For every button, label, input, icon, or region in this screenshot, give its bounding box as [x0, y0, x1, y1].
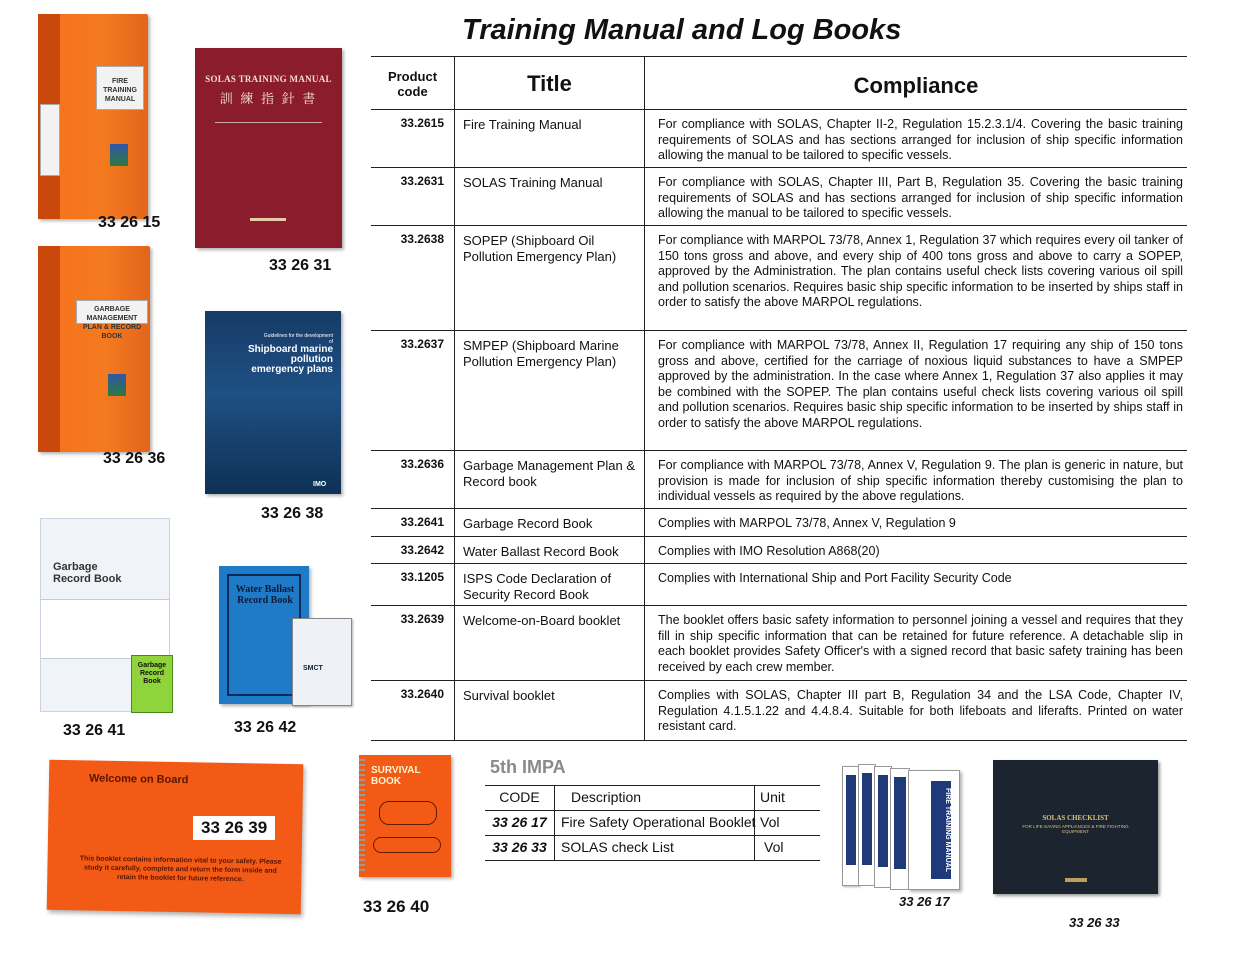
product-code: 33.2641 — [371, 509, 455, 536]
impa-header-description: Description — [555, 786, 755, 810]
compliance-text: For compliance with MARPOL 73/78, Annex 1, Regulation 37 which requires every oil tanker of 150 tons gross and above, and every ship of 400 tons gross and above to carry a SOPEP, approved by the Administration. The plan contains useful check lists covering various oil spill and pollution scenarios. Requires basic ship specific information to be inserted by ships staff in order to satisfy the above MARPOL regulations. — [658, 233, 1183, 309]
table-header — [371, 56, 1187, 110]
impa-heading: 5th IMPA — [490, 757, 566, 777]
product-label: 33 26 38 — [261, 505, 324, 522]
impa-code: 33 26 17 — [485, 811, 555, 835]
product-title: Welcome-on-Board booklet — [455, 606, 645, 680]
product-code: 33.1205 — [371, 564, 455, 605]
product-title: Survival booklet — [455, 681, 645, 740]
product-title: SOLAS Training Manual — [455, 168, 645, 225]
header-compliance: Compliance — [853, 73, 979, 98]
logo-icon — [110, 144, 128, 166]
product-title: ISPS Code Declaration of Security Record Book — [455, 564, 645, 605]
cover-title: FIRE TRAINING MANUAL — [944, 788, 951, 872]
product-label: 33 26 15 — [98, 214, 161, 231]
publisher-logo: IMO — [313, 481, 327, 488]
cover-small-text: Guidelines for the development of — [263, 333, 333, 345]
product-code: 33.2631 — [371, 168, 455, 225]
product-label: 33 26 36 — [103, 450, 166, 467]
impa-table — [485, 785, 820, 861]
compliance-text: Complies with IMO Resolution A868(20) — [658, 544, 880, 558]
garbage-record-book-image — [40, 518, 170, 712]
table-row — [371, 226, 1187, 331]
product-title: Fire Training Manual — [455, 110, 645, 167]
header-title: Title — [455, 57, 645, 109]
product-label: 33 26 31 — [269, 257, 332, 274]
smpep-guidelines-image — [205, 311, 341, 494]
product-code: 33.2636 — [371, 451, 455, 508]
impa-unit: Vol — [764, 839, 784, 855]
product-code: 33.2642 — [371, 537, 455, 563]
impa-row — [485, 836, 820, 861]
binder-spine — [38, 246, 60, 452]
compliance-text: The booklet offers basic safety information to personnel joining a vessel and requires that they fill in ship specific information that can be retained for future reference. A detachable slip in each booklet provides Safety Officer's with a signed record that basic safety training has been received by each crew member. — [658, 613, 1183, 674]
fire-safety-booklet-set-image — [842, 764, 960, 890]
inset-book: Garbage Record Book — [131, 655, 173, 713]
cover-text: This booklet contains information vital to your safety. Please study it carefully, complete and return the form inside and retain the booklet for future reference. — [79, 855, 282, 884]
cover-title: Welcome on Board — [88, 772, 189, 787]
fire-training-manual-image — [38, 14, 148, 219]
product-label: 33 26 17 — [899, 894, 950, 909]
table-row — [371, 537, 1187, 564]
impa-code: 33 26 33 — [485, 836, 555, 860]
product-label: 33 26 39 — [193, 816, 275, 840]
compliance-text: For compliance with SOLAS, Chapter II-2, Regulation 15.2.3.1/4. Covering the basic training requirements of SOLAS and has sections arranged for inclusion of ship specific information allowing the manual to be tailored to specific vessels. — [658, 117, 1183, 162]
product-label: 33 26 41 — [63, 722, 126, 739]
compliance-text: For compliance with MARPOL 73/78, Annex II, Regulation 17 requiring any ship of 150 tons gross and above, certified for the carriage of noxious liquid substances to have a SMPEP approved by the administration. In the case where Annex 1, Regulation 37 also applies it may be combined with the SOPEP. The plan contains useful check lists covering various oil spill and pollution scenarios. Requires basic ship specific information to be inserted by ships staff in order to satisfy the above MARPOL regulations. — [658, 338, 1183, 430]
impa-description: SOLAS check List — [555, 836, 755, 860]
product-code: 33.2615 — [371, 110, 455, 167]
compliance-table — [371, 56, 1187, 741]
inset-logo: SMCT — [303, 665, 323, 672]
product-code: 33.2640 — [371, 681, 455, 740]
divider — [215, 122, 322, 123]
survival-book-image — [359, 755, 451, 877]
table-row — [371, 606, 1187, 681]
compliance-text: For compliance with SOLAS, Chapter III, Part B, Regulation 35. Covering the basic training requirements of SOLAS and has sections arranged for inclusion of ship specific information allowing the manual to be tailored to specific vessels. — [658, 175, 1183, 220]
compliance-text: Complies with MARPOL 73/78, Annex V, Regulation 9 — [658, 516, 956, 530]
table-row — [371, 509, 1187, 537]
product-label: 33 26 42 — [234, 719, 297, 736]
header-code: Product code — [371, 57, 455, 109]
product-code: 33.2639 — [371, 606, 455, 680]
impa-header-code: CODE — [485, 786, 555, 810]
cover-subtitle: FOR LIFE-SAVING APPLIANCES & FIRE FIGHTING EQUIPMENT — [1022, 824, 1129, 834]
publisher-mark — [250, 218, 286, 221]
cover-title: Shipboard marine pollution emergency plans — [247, 344, 333, 375]
impa-header-unit: Unit — [760, 789, 785, 805]
product-code: 33.2638 — [371, 226, 455, 330]
impa-row — [485, 811, 820, 836]
cover-title: SOLAS TRAINING MANUAL — [205, 74, 332, 84]
form-area — [41, 599, 169, 659]
garbage-management-plan-image — [38, 246, 150, 452]
solas-checklist-image — [993, 760, 1158, 894]
compliance-text: For compliance with MARPOL 73/78, Annex V, Regulation 9. The plan is generic in nature, but provision is made for inclusion of ship specific information thereby customising the plan to individual vessels as required by the above regulations. — [658, 458, 1183, 503]
product-title: Garbage Record Book — [455, 509, 645, 536]
product-code: 33.2637 — [371, 331, 455, 450]
cover-window: GARBAGE MANAGEMENT PLAN & RECORD BOOK — [76, 300, 148, 324]
product-title: SOPEP (Shipboard Oil Pollution Emergency Plan) — [455, 226, 645, 330]
product-label: 33 26 40 — [363, 897, 430, 916]
table-row — [371, 168, 1187, 226]
ballast-record-sheet — [292, 618, 352, 706]
impa-description: Fire Safety Operational Booklet — [555, 811, 755, 835]
impa-unit: Vol — [760, 814, 780, 830]
product-title: Garbage Management Plan & Record book — [455, 451, 645, 508]
cover-title: Garbage Record Book — [53, 561, 122, 585]
compliance-text: Complies with SOLAS, Chapter III part B, Regulation 34 and the LSA Code, Chapter IV, Regulation 4.1.5.1.22 and 4.4.8.4. Suitable for both lifeboats and liferafts. Printed on water resistant card. — [658, 688, 1183, 733]
table-row — [371, 451, 1187, 509]
table-row — [371, 331, 1187, 451]
cover-window: FIRE TRAINING MANUAL — [96, 66, 144, 110]
product-title: Water Ballast Record Book — [455, 537, 645, 563]
table-row — [371, 110, 1187, 168]
publisher-mark — [1065, 878, 1087, 882]
product-label: 33 26 33 — [1069, 915, 1120, 930]
page-title: Training Manual and Log Books — [462, 14, 902, 46]
solas-training-manual-image — [195, 48, 342, 248]
logo-icon — [108, 374, 126, 396]
impa-header-row — [485, 785, 820, 811]
cover-title: SOLAS CHECKLIST — [1042, 814, 1109, 822]
compliance-text: Complies with International Ship and Port Facility Security Code — [658, 571, 1012, 585]
table-row — [371, 681, 1187, 741]
spine-window — [40, 104, 60, 176]
cover-title: SURVIVAL BOOK — [371, 765, 421, 787]
table-row — [371, 564, 1187, 606]
product-title: SMPEP (Shipboard Marine Pollution Emergency Plan) — [455, 331, 645, 450]
cover-subtitle: 訓 練 指 針 書 — [219, 91, 318, 106]
cover-title: Water Ballast Record Book — [235, 584, 295, 606]
